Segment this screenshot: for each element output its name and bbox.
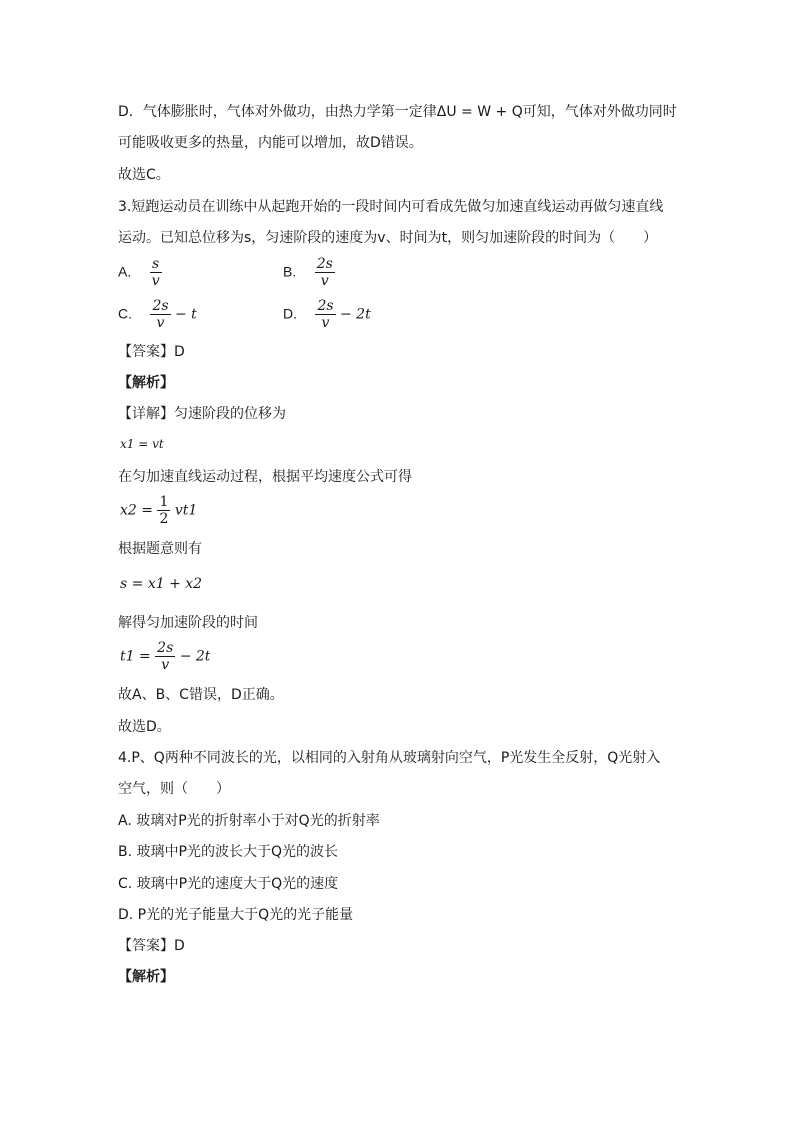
question-4-line-1: 4.P、Q两种不同波长的光，以相同的入射角从玻璃射向空气，P光发生全反射，Q光射入 [118, 750, 661, 766]
q3-option-d: D. $\frac{2s}{v}$ − 2t [283, 298, 371, 331]
q3-option-c: C. $\frac{2s}{v}$ − t [118, 298, 197, 331]
question-4-line-2: 空气，则（ ） [118, 781, 230, 797]
q3-selection: 故选D。 [118, 719, 171, 735]
question-3-line-2: 运动。已知总位移为s，匀速阶段的速度为v、时间为t，则匀加速阶段的时间为（ ） [118, 230, 658, 246]
q3-option-d-fraction: $\frac{2s}{v}$ [317, 298, 334, 331]
q2-selection: 故选C。 [118, 167, 170, 183]
question-3-line-1: 3.短跑运动员在训练中从起跑开始的一段时间内可看成先做匀加速直线运动再做匀速直线 [118, 199, 664, 215]
q3-option-c-fraction: $\frac{2s}{v}$ [152, 298, 169, 331]
q4-option-b: B. 玻璃中P光的波长大于Q光的波长 [118, 844, 338, 860]
equation-t1: t1 = $\frac{2s}{v}$ − 2t [120, 640, 211, 673]
q4-analysis-heading: 【解析】 [118, 969, 174, 985]
q4-answer: 【答案】D [118, 938, 185, 954]
equation-t1-fraction: $\frac{2s}{v}$ [157, 640, 174, 673]
q3-analysis-heading: 【解析】 [118, 375, 174, 391]
q3-text-condition: 根据题意则有 [118, 541, 202, 557]
equation-x2-fraction: $\frac{1}{2}$ [159, 494, 169, 527]
q3-text-solve: 解得匀加速阶段的时间 [118, 615, 258, 631]
option-d-explanation-line-2: 可能吸收更多的热量，内能可以增加，故D错误。 [118, 135, 423, 151]
q3-detail-line: 【详解】匀速阶段的位移为 [118, 406, 286, 422]
q3-option-a: A. $\frac{s}{v}$ [118, 256, 160, 289]
equation-s: s = x1 + x2 [120, 576, 203, 592]
q4-option-c: C. 玻璃中P光的速度大于Q光的速度 [118, 876, 339, 892]
q3-option-a-fraction: $\frac{s}{v}$ [151, 256, 160, 289]
equation-x1: x1 = vt [120, 437, 164, 451]
q4-option-d: D. P光的光子能量大于Q光的光子能量 [118, 907, 354, 923]
q3-conclusion: 故A、B、C错误，D正确。 [118, 687, 284, 703]
option-d-explanation-line-1: D．气体膨胀时，气体对外做功，由热力学第一定律ΔU = W + Q可知，气体对外做功同时 [118, 104, 677, 120]
equation-x2: x2 = $\frac{1}{2}$ vt1 [120, 494, 198, 527]
q3-option-b-fraction: $\frac{2s}{v}$ [316, 256, 333, 289]
q3-answer: 【答案】D [118, 344, 185, 360]
q3-option-b: B. $\frac{2s}{v}$ [283, 256, 333, 289]
q4-option-a: A. 玻璃对P光的折射率小于对Q光的折射率 [118, 813, 380, 829]
q3-text-average-velocity: 在匀加速直线运动过程，根据平均速度公式可得 [118, 469, 412, 485]
